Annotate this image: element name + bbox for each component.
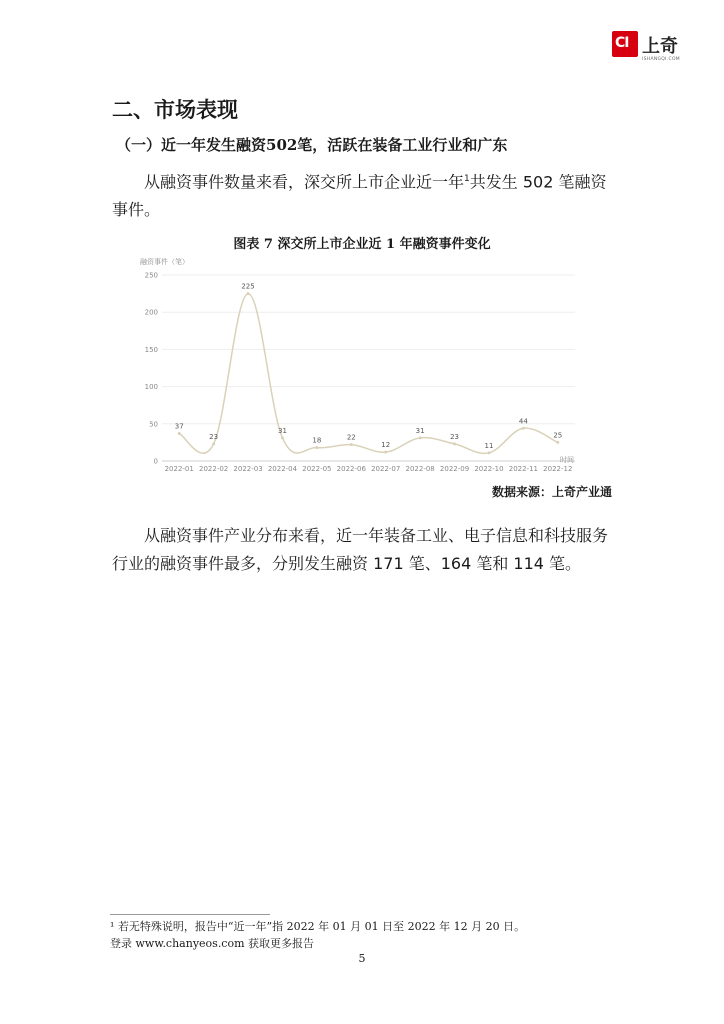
line-chart	[140, 255, 580, 475]
x-tick-label: 2022-12	[543, 465, 573, 473]
data-point	[487, 451, 490, 454]
data-point	[178, 432, 181, 435]
paragraph-1-text-b: 共发生 502 笔融资事件。	[112, 172, 607, 220]
section-title: 二、市场表现	[112, 98, 238, 122]
data-point	[419, 436, 422, 439]
data-point	[522, 427, 525, 430]
data-label: 18	[312, 436, 322, 445]
data-label: 12	[381, 441, 391, 450]
data-point	[556, 441, 559, 444]
data-point	[247, 292, 250, 295]
y-tick-label: 0	[153, 457, 158, 466]
x-tick-label: 2022-07	[371, 465, 401, 473]
y-tick-label: 100	[144, 383, 158, 392]
x-tick-label: 2022-09	[439, 465, 470, 473]
y-tick-label: 250	[144, 271, 158, 280]
data-label: 225	[241, 282, 255, 291]
data-label: 23	[450, 432, 460, 441]
logo-mark-text: CI	[615, 35, 629, 51]
data-label: 31	[415, 426, 425, 435]
data-point	[212, 442, 215, 445]
logo-mark	[612, 31, 638, 57]
data-label: 44	[518, 417, 528, 426]
data-point	[453, 442, 456, 445]
company-logo	[612, 31, 684, 63]
data-label: 23	[209, 432, 219, 441]
x-tick-label: 2022-03	[233, 465, 263, 473]
footnote-ref[interactable]: 1	[464, 174, 470, 184]
y-axis-label: 融资事件（笔）	[140, 258, 189, 266]
page-number: 5	[358, 952, 366, 965]
x-tick-label: 2022-06	[336, 465, 366, 473]
x-tick-label: 2022-05	[302, 465, 332, 473]
x-tick-label: 2022-04	[267, 465, 298, 473]
paragraph-1	[112, 165, 618, 224]
data-point	[281, 436, 284, 439]
series-line	[179, 294, 558, 454]
footnote-divider	[110, 914, 270, 915]
x-tick-label: 2022-01	[164, 465, 194, 473]
x-tick-label: 2022-08	[405, 465, 435, 473]
data-point	[350, 443, 353, 446]
data-label: 11	[484, 441, 494, 450]
data-point	[315, 446, 318, 449]
register-link[interactable]: 登录 www.chanyeos.com 获取更多报告	[110, 937, 315, 950]
y-tick-labels	[145, 272, 158, 466]
data-label: 25	[553, 431, 563, 440]
y-tick-label: 150	[144, 345, 158, 354]
x-axis-label: 时间	[560, 456, 574, 464]
section-subtitle: （一）近一年发生融资502笔，活跃在装备工业行业和广东	[116, 136, 508, 154]
logo-name: 上奇	[642, 36, 678, 57]
y-tick-label: 200	[144, 308, 158, 317]
data-labels	[175, 283, 563, 450]
data-label: 22	[346, 433, 356, 442]
x-tick-label: 2022-11	[508, 465, 538, 473]
data-label: 37	[174, 422, 184, 431]
figure-title: 图表 7 深交所上市企业近 1 年融资事件变化	[233, 237, 491, 252]
figure-source: 数据来源：上奇产业通	[491, 485, 612, 499]
data-points	[178, 292, 563, 454]
x-tick-label: 2022-02	[199, 465, 229, 473]
footnote: ¹ 若无特殊说明，报告中“近一年”指 2022 年 01 月 01 日至 2022 年 12 月 20 日。	[110, 920, 526, 933]
data-point	[384, 451, 387, 454]
y-tick-label: 50	[149, 420, 158, 429]
logo-subtitle: ISHANGQI.COM	[642, 57, 680, 62]
paragraph-1-text-a: 从融资事件数量来看，深交所上市企业近一年	[144, 172, 465, 192]
paragraph-2: 从融资事件产业分布来看，近一年装备工业、电子信息和科技服务行业的融资事件最多，分别发生融资 171 笔、164 笔和 114 笔。	[112, 526, 609, 573]
x-tick-label: 2022-10	[474, 465, 504, 473]
x-tick-labels	[165, 465, 573, 473]
data-label: 31	[277, 426, 287, 435]
